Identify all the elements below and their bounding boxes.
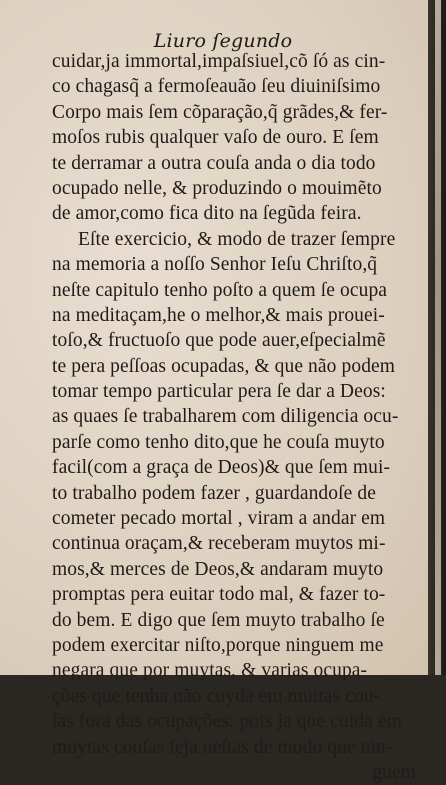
text-line: neſte capitulo tenho poſto a quem ſe ocupa <box>52 279 388 301</box>
text-line: mos,& merces de Deos,& andaram muyto <box>52 558 384 580</box>
running-head: Liuro ſegundo <box>153 30 293 52</box>
text-line: ſas fora das ocupações: pois ja que cuida em <box>52 711 402 733</box>
page-edge <box>435 0 441 675</box>
text-line: parſe como tenho dito,que he couſa muyto <box>52 431 385 453</box>
text-line: te derramar a outra couſa anda o dia todo <box>52 152 376 174</box>
text-line: Corpo mais ſem cõparação,q̃ grãdes,& fer- <box>52 101 388 123</box>
text-line: te pera peſſoas ocupadas, & que não podem <box>52 355 396 377</box>
text-line: tomar tempo particular pera ſe dar a Deos: <box>52 381 386 403</box>
text-line: cometer pecado mortal , viram a andar em <box>52 508 386 530</box>
text-line: co chagasq̃ a fermoſeauão ſeu diuiniſsimo <box>52 76 381 98</box>
text-line: cuidar,ja immortal,impaſsiuel,cõ ſó as cin- <box>52 51 386 72</box>
text-line: de amor,como fica dito na ſegũda feira. <box>52 203 362 225</box>
text-line: moſos rubis qualquer vaſo de ouro. E ſem <box>52 127 379 149</box>
text-line: do bem. E digo que ſem muyto trabalho ſe <box>52 609 385 631</box>
text-line: Eſte exercicio, & modo de trazer ſempre <box>78 228 396 250</box>
text-line: promptas pera euitar todo mal, & fazer to- <box>52 584 386 606</box>
text-line: facil(com a graça de Deos)& que ſem mui- <box>52 457 391 479</box>
text-line: negara que por muytas, & varias ocupa- <box>52 660 368 682</box>
text-line: to trabalho podem fazer , guardandoſe de <box>52 482 376 504</box>
text-line: toſo,& fructuoſo que pode auer,eſpecialmẽ <box>52 330 386 352</box>
text-line: podem exercitar niſto,porque ninguem me <box>52 634 384 656</box>
text-line: na memoria a noſſo Senhor Ieſu Chriſto,q̃ <box>52 254 378 276</box>
text-line: continua oraçam,& receberam muytos mi- <box>52 533 386 555</box>
text-line: muytas couſas ſeja neſtas de modo que nin- <box>52 736 393 758</box>
text-line: na meditaçam,he o melhor,& mais prouei- <box>52 304 385 326</box>
text-line: ções que tenha não cuyda em muitas cou- <box>52 685 381 707</box>
text-line: ocupado nelle, & produzindo o mouimẽto <box>52 177 382 199</box>
text-line: as quaes ſe trabalharem com diligencia ocu- <box>52 406 399 428</box>
catchword: guem <box>372 761 416 783</box>
